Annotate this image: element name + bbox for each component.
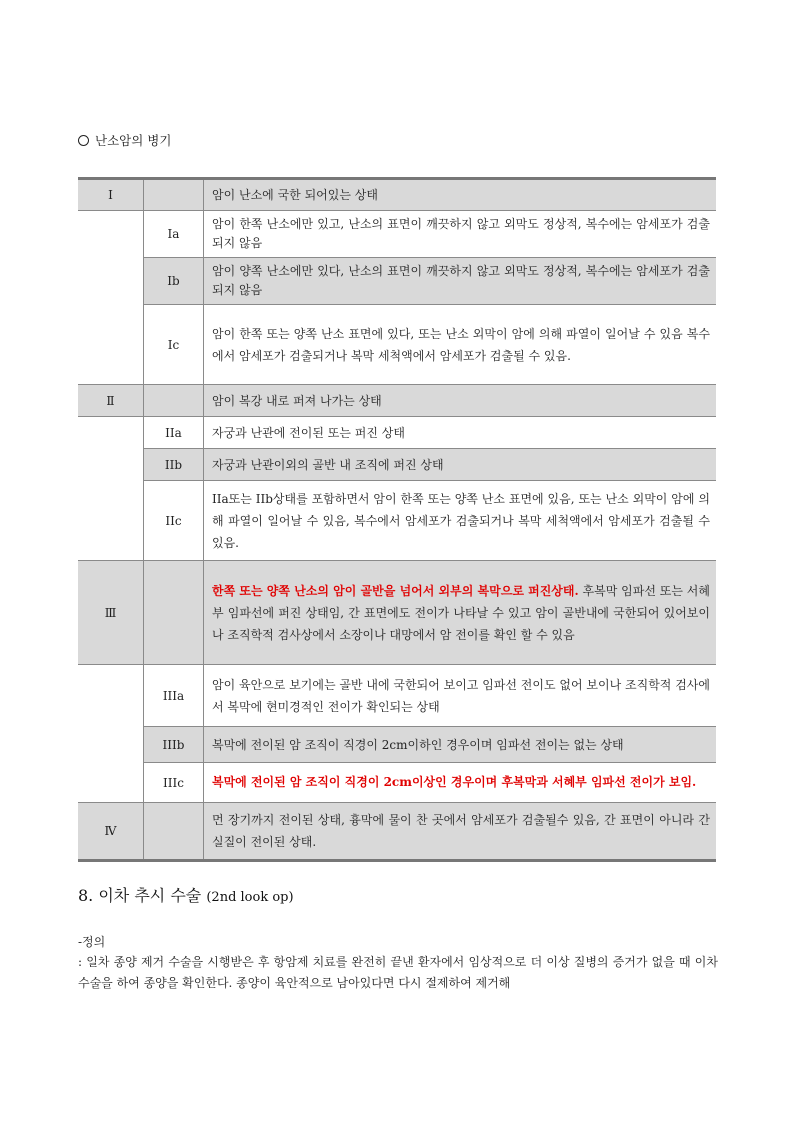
substage-cell: IIIb	[144, 727, 204, 763]
stage-cell-empty	[78, 211, 144, 385]
table-row	[78, 803, 716, 861]
substage-cell: Ib	[144, 258, 204, 305]
ovarian-cancer-stage-table	[78, 177, 716, 862]
description-cell: 암이 한쪽 난소에만 있고, 난소의 표면이 깨끗하지 않고 외막도 정상적, 복수에는 암세포가 검출되지 않음	[204, 211, 717, 258]
substage-cell	[144, 179, 204, 211]
section-subtitle: (2nd look op)	[206, 890, 294, 905]
table-row	[78, 727, 716, 763]
stage-cell: Ⅱ	[78, 385, 144, 417]
heading-text: 난소암의 병기	[95, 133, 172, 148]
highlighted-text: 복막에 전이된 암 조직이 직경이 2cm이상인 경우이며 후복막과 서혜부 임파선 전이가 보임.	[212, 775, 697, 789]
substage-cell: IIIc	[144, 763, 204, 803]
highlighted-text: 한쪽 또는 양쪽 난소의 암이 골반을 넘어서 외부의 복막으로 퍼진상태.	[212, 583, 579, 598]
description-text: 후복막 임파선 또는 서혜부 임파선에 퍼진 상태임, 간 표면에도 전이가 나타날 수 있고 암이 골반내에 국한되어 있어보이나 조직학적 검사상에서 소장이나 대망에서 암 전이를 확인 할 수 있음	[212, 583, 710, 642]
definition-text: : 일차 종양 제거 수술을 시행받은 후 항암제 치료를 완전히 끝낸 환자에서 임상적으로 더 이상 질병의 증거가 없을 때 이차 수술을 하여 종양을 확인한다. 종양이 육안적으로 남아있다면 다시 절제하여 제거해	[78, 955, 718, 990]
substage-cell	[144, 561, 204, 665]
table-row	[78, 179, 716, 211]
description-cell: IIa또는 IIb상태를 포함하면서 암이 한쪽 또는 양쪽 난소 표면에 있음, 또는 난소 외막이 암에 의해 파열이 일어날 수 있음, 복수에서 암세포가 검출되거나 복막 세척액에서 암세포가 검출될 수 있음.	[204, 481, 717, 561]
table-row	[78, 763, 716, 803]
table-row	[78, 305, 716, 385]
substage-cell	[144, 803, 204, 861]
stage-cell: I	[78, 179, 144, 211]
stage-cell: Ⅲ	[78, 561, 144, 665]
section-title-text: 8. 이차 추시 수술	[78, 886, 202, 905]
substage-cell	[144, 385, 204, 417]
substage-cell: IIIa	[144, 665, 204, 727]
substage-cell: IIa	[144, 417, 204, 449]
description-cell: 자궁과 난관에 전이된 또는 퍼진 상태	[204, 417, 717, 449]
table-row	[78, 385, 716, 417]
table-row	[78, 417, 716, 449]
stage-cell: Ⅳ	[78, 803, 144, 861]
table-row	[78, 258, 716, 305]
section-title	[78, 883, 294, 906]
description-cell: 먼 장기까지 전이된 상태, 흉막에 물이 찬 곳에서 암세포가 검출될수 있음, 간 표면이 아니라 간 실질이 전이된 상태.	[204, 803, 717, 861]
description-cell: 암이 복강 내로 퍼져 나가는 상태	[204, 385, 717, 417]
description-cell: 암이 한쪽 또는 양쪽 난소 표면에 있다, 또는 난소 외막이 암에 의해 파열이 일어날 수 있음 복수에서 암세포가 검출되거나 복막 세척액에서 암세포가 검출될 수 있음.	[204, 305, 717, 385]
stage-cell-empty	[78, 417, 144, 561]
table-row	[78, 211, 716, 258]
substage-cell: Ia	[144, 211, 204, 258]
substage-cell: IIc	[144, 481, 204, 561]
description-cell	[204, 763, 717, 803]
table-row	[78, 481, 716, 561]
table-row	[78, 449, 716, 481]
description-cell: 암이 육안으로 보기에는 골반 내에 국한되어 보이고 임파선 전이도 없어 보이나 조직학적 검사에서 복막에 현미경적인 전이가 확인되는 상태	[204, 665, 717, 727]
description-cell: 암이 난소에 국한 되어있는 상태	[204, 179, 717, 211]
table-row	[78, 665, 716, 727]
substage-cell: Ic	[144, 305, 204, 385]
circle-bullet-icon	[78, 135, 89, 146]
substage-cell: IIb	[144, 449, 204, 481]
description-cell: 암이 양쪽 난소에만 있다, 난소의 표면이 깨끗하지 않고 외막도 정상적, 복수에는 암세포가 검출되지 않음	[204, 258, 717, 305]
page-heading	[78, 131, 171, 149]
table-row	[78, 561, 716, 665]
description-cell: 복막에 전이된 암 조직이 직경이 2cm이하인 경우이며 임파선 전이는 없는 상태	[204, 727, 717, 763]
definition-label: -정의	[78, 935, 106, 949]
description-cell: 자궁과 난관이외의 골반 내 조직에 퍼진 상태	[204, 449, 717, 481]
description-cell	[204, 561, 717, 665]
stage-cell-empty	[78, 665, 144, 803]
